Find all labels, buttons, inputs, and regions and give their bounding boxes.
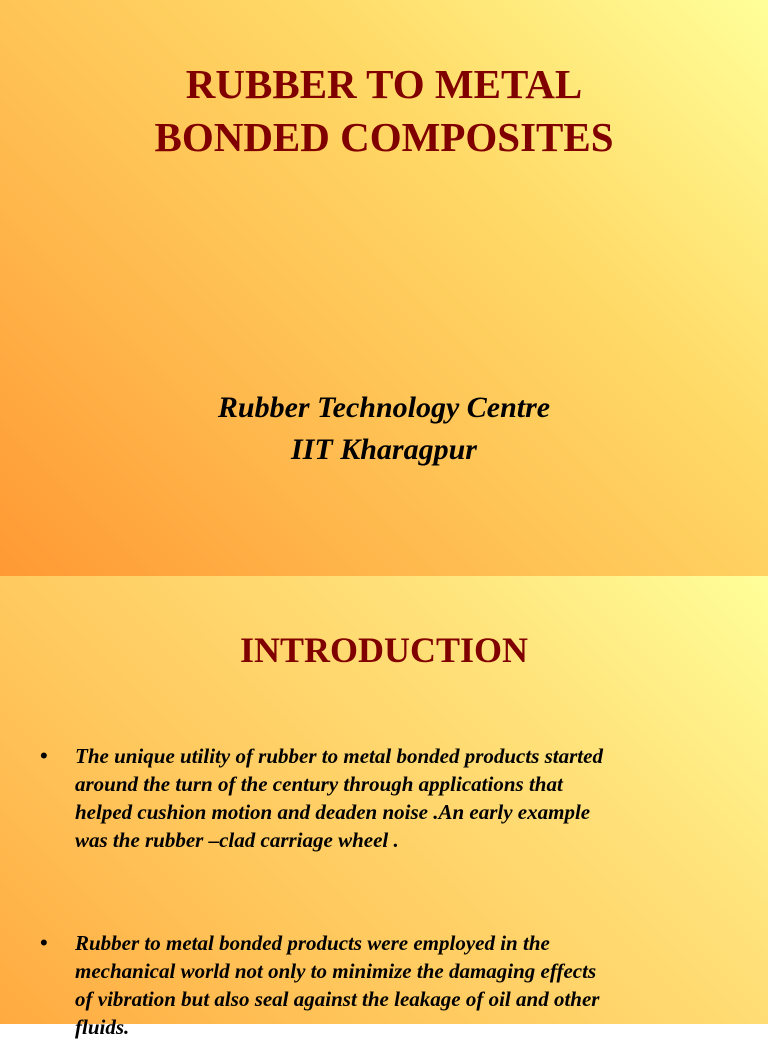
bullet-line: was the rubber –clad carriage wheel .	[75, 828, 399, 852]
bullet-item	[40, 742, 740, 862]
subtitle-institution-line-1: Rubber Technology Centre	[217, 391, 551, 424]
bullet-line: helped cushion motion and deaden noise .An early example	[75, 800, 591, 824]
bullet-text	[75, 929, 740, 1041]
introduction-slide	[0, 576, 768, 1039]
bullet-item	[40, 929, 740, 1039]
bullet-icon: •	[40, 743, 48, 768]
slide-title-line-1: RUBBER TO METAL	[185, 61, 583, 107]
bullet-line: The unique utility of rubber to metal bonded products started	[75, 744, 603, 768]
subtitle-institution-line-2: IIT Kharagpur	[291, 433, 477, 466]
slide-title-line-2: BONDED COMPOSITES	[154, 114, 614, 160]
bullet-line: around the turn of the century through applications that	[75, 772, 563, 796]
bullet-line: mechanical world not only to minimize the damaging effects	[75, 959, 597, 983]
introduction-heading: INTRODUCTION	[239, 630, 529, 670]
bullet-line: of vibration but also seal against the leakage of oil and other	[75, 987, 600, 1011]
bullet-line: fluids.	[75, 1015, 130, 1039]
bullet-icon: •	[40, 930, 48, 955]
bullet-text	[75, 742, 740, 854]
bullet-line: Rubber to metal bonded products were employed in the	[75, 931, 550, 955]
